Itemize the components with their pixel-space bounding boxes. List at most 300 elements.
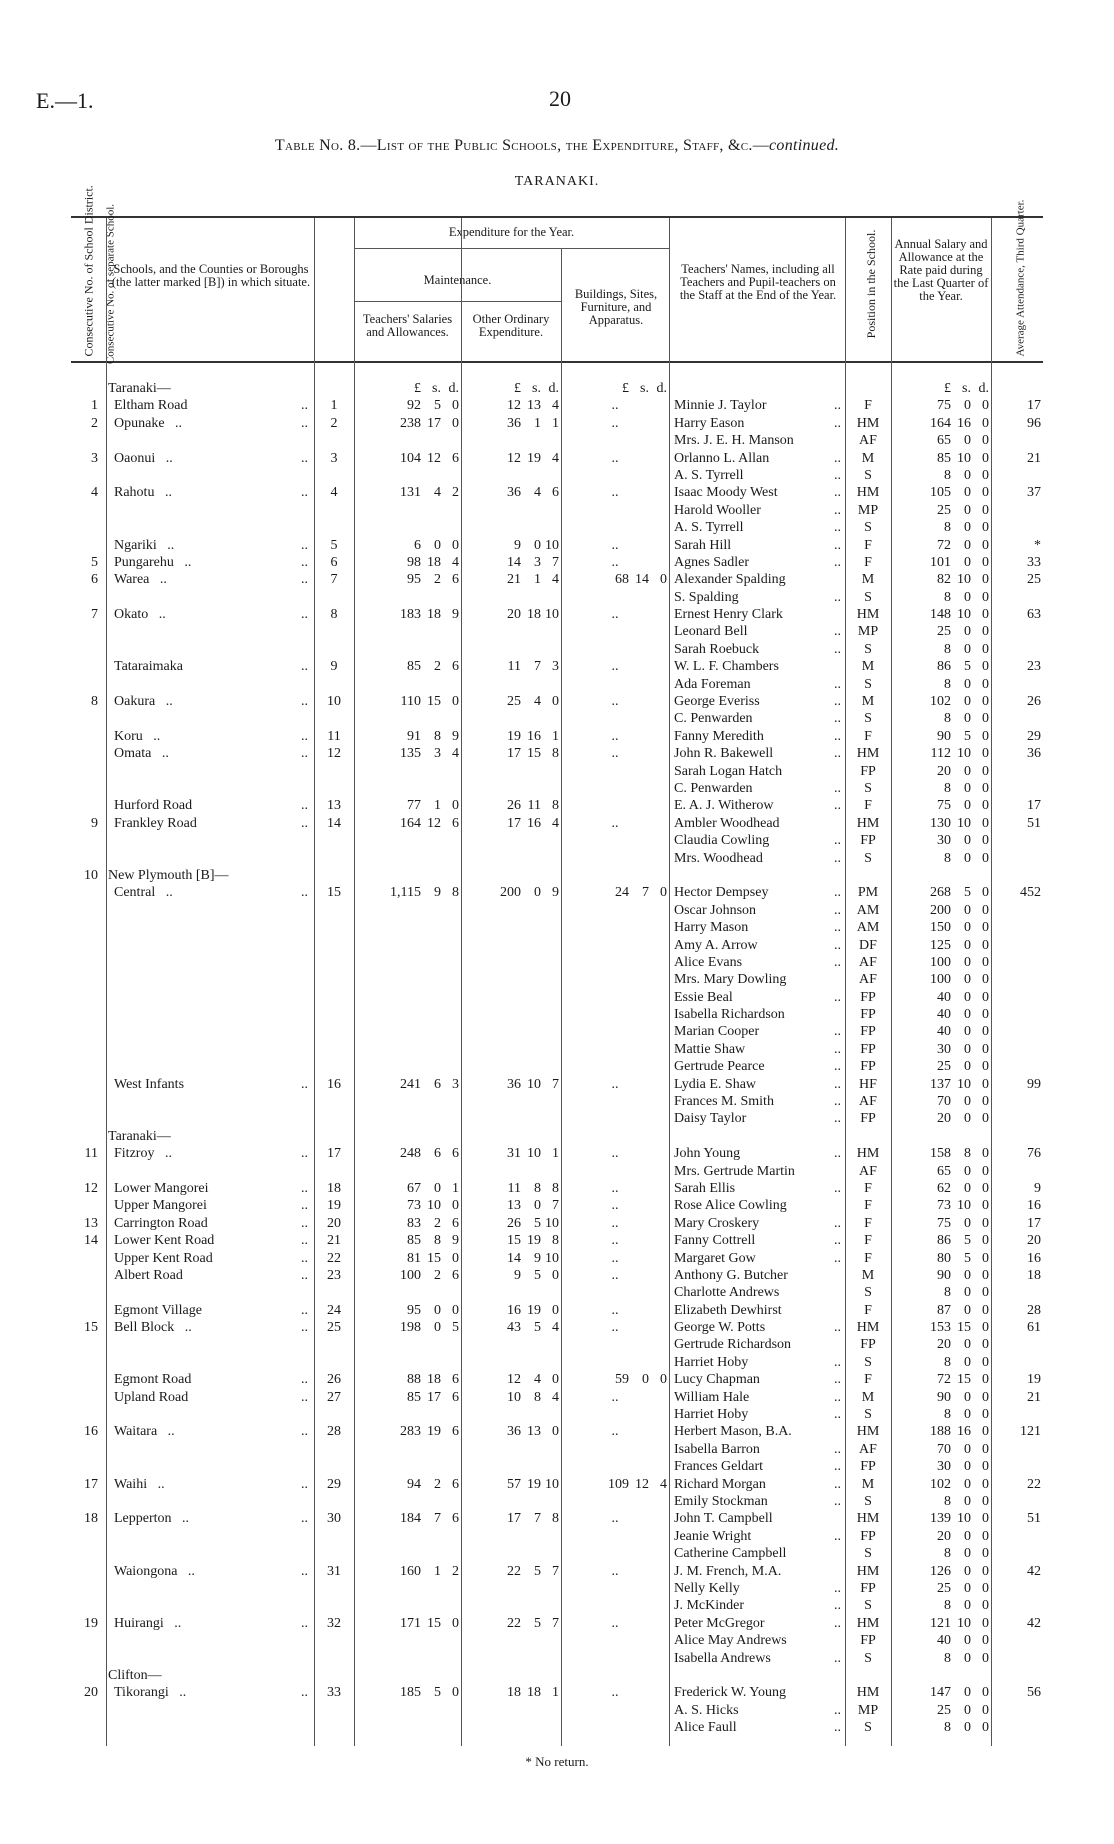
buildings [561, 1719, 669, 1736]
position: HM [856, 607, 880, 623]
other-expenditure [461, 1250, 561, 1267]
annual-salary-shillings: 0 [964, 502, 971, 518]
school-name [106, 1389, 314, 1406]
attendance: 42 [1027, 1615, 1041, 1631]
annual-salary [891, 1302, 991, 1319]
salaries-pounds: 241 [400, 1076, 421, 1092]
dots: .. [611, 746, 619, 762]
salaries [354, 902, 461, 919]
school-name [106, 1510, 314, 1527]
school-no [314, 1580, 354, 1597]
district-no [71, 1528, 106, 1545]
salaries-pence: 4 [452, 554, 459, 570]
teacher-name [669, 467, 845, 484]
district-no [71, 763, 106, 780]
annual-salary-shillings: 0 [964, 780, 971, 796]
annual-salary [891, 1371, 991, 1388]
school-label: Oaonui .. [114, 450, 173, 466]
salaries-shillings: 15 [427, 1615, 441, 1631]
salaries-pence: 9 [452, 728, 459, 744]
annual-salary-pounds: 72 [937, 1372, 951, 1388]
annual-salary-pence: 0 [982, 624, 989, 640]
buildings-pence: 4 [660, 1476, 667, 1492]
buildings [561, 1250, 669, 1267]
position: HM [856, 485, 880, 501]
teacher-name [669, 1406, 845, 1423]
annual-salary-shillings: 10 [957, 572, 971, 588]
dots: .. [301, 1615, 308, 1631]
dots: .. [301, 1180, 308, 1196]
salaries [354, 919, 461, 936]
dots: .. [834, 1233, 841, 1249]
position: AF [859, 1094, 877, 1110]
annual-salary-shillings: 0 [964, 989, 971, 1005]
salaries [354, 1493, 461, 1510]
salaries-shillings: 18 [427, 607, 441, 623]
salaries [354, 1545, 461, 1562]
school-label: Oakura .. [114, 694, 173, 710]
buildings [561, 1128, 669, 1145]
header-position: Position in the School. [864, 229, 878, 339]
position: AM [856, 920, 880, 936]
table-row [71, 554, 1043, 571]
annual-salary [891, 728, 991, 745]
buildings [561, 589, 669, 606]
header-maintenance: Maintenance. [423, 273, 492, 287]
salaries [354, 641, 461, 658]
district-no [71, 1197, 106, 1214]
annual-salary-pence: 0 [982, 711, 989, 727]
other-expenditure-pence: 8 [552, 746, 559, 762]
annual-salary-pounds: 73 [937, 1198, 951, 1214]
annual-salary [891, 1615, 991, 1632]
annual-salary [891, 1041, 991, 1058]
buildings [561, 658, 669, 675]
buildings [561, 850, 669, 867]
annual-salary-shillings: 0 [964, 1702, 971, 1718]
school-name [106, 676, 314, 693]
school-name [106, 1615, 314, 1632]
annual-salary [891, 1336, 991, 1353]
teacher-label: Agnes Sadler [674, 554, 750, 570]
annual-salary-pounds: 25 [937, 502, 951, 518]
school-no: 17 [327, 1146, 341, 1162]
other-expenditure-shillings: 8 [534, 1180, 541, 1196]
salaries-pounds: 95 [407, 1302, 421, 1318]
other-expenditure-shillings: 9 [534, 1250, 541, 1266]
salaries-pence: 2 [452, 485, 459, 501]
salaries [354, 832, 461, 849]
annual-salary [891, 1563, 991, 1580]
annual-salary-pence: 0 [982, 1111, 989, 1127]
other-expenditure-shillings: 19 [527, 1302, 541, 1318]
annual-salary-shillings: 0 [964, 1007, 971, 1023]
other-expenditure [461, 554, 561, 571]
district-no [71, 1389, 106, 1406]
teacher-name [669, 1006, 845, 1023]
dots: .. [834, 1598, 841, 1614]
school-name [106, 1528, 314, 1545]
teacher-name [669, 954, 845, 971]
school-label: Pungarehu .. [114, 554, 192, 570]
position: S [864, 850, 872, 866]
other-expenditure [461, 1632, 561, 1649]
attendance: 17 [1027, 798, 1041, 814]
attendance [991, 1023, 1043, 1040]
other-expenditure [461, 1371, 561, 1388]
buildings [561, 1441, 669, 1458]
teacher-label: Alexander Spalding [674, 572, 786, 588]
table-row [71, 1215, 1043, 1232]
dots: .. [301, 1372, 308, 1388]
teacher-name [669, 589, 845, 606]
annual-salary-shillings: 0 [964, 589, 971, 605]
other-expenditure [461, 467, 561, 484]
salaries-shillings: 17 [427, 415, 441, 431]
annual-salary-shillings: 0 [964, 1024, 971, 1040]
salaries-pence: 6 [452, 659, 459, 675]
dots: .. [301, 607, 308, 623]
district-no [71, 1041, 106, 1058]
district-no [71, 1702, 106, 1719]
district-no [71, 641, 106, 658]
other-expenditure-shillings: 11 [527, 798, 541, 814]
teacher-label: Isaac Moody West [674, 485, 778, 501]
table-row [71, 450, 1043, 467]
dots: .. [301, 1076, 308, 1092]
school-no: 21 [327, 1233, 341, 1249]
annual-salary-pence: 0 [982, 1615, 989, 1631]
other-expenditure-pounds: 12 [507, 450, 521, 466]
other-expenditure-pounds: 17 [507, 746, 521, 762]
position [845, 1667, 891, 1684]
salaries-pounds: 160 [400, 1563, 421, 1579]
school-label: Lower Kent Road [114, 1233, 215, 1249]
school-name [106, 1371, 314, 1388]
annual-salary-shillings: 0 [964, 1685, 971, 1701]
table-row [71, 1145, 1043, 1162]
annual-salary-pounds: 8 [944, 1354, 951, 1370]
dots: .. [611, 1250, 619, 1266]
school-name [106, 1476, 314, 1493]
teacher-name [669, 623, 845, 640]
other-expenditure-pounds: 25 [507, 694, 521, 710]
dots: .. [301, 1685, 308, 1701]
annual-salary-shillings: 0 [964, 1111, 971, 1127]
school-name [106, 1232, 314, 1249]
other-expenditure [461, 1423, 561, 1440]
table-row [71, 606, 1043, 623]
buildings [561, 884, 669, 901]
table-row [71, 1232, 1043, 1249]
teacher-name [669, 710, 845, 727]
table-row [71, 1528, 1043, 1545]
salaries [354, 415, 461, 432]
annual-salary-shillings: 0 [964, 433, 971, 449]
teacher-label: Harry Mason [674, 920, 749, 936]
dots: .. [834, 467, 841, 483]
dots: .. [611, 1424, 619, 1440]
attendance: 36 [1027, 746, 1041, 762]
district-no: 12 [84, 1180, 98, 1196]
school-name [106, 1684, 314, 1701]
attendance [991, 1041, 1043, 1058]
teacher-name [669, 763, 845, 780]
other-expenditure-shillings: 13 [527, 398, 541, 414]
teacher-name [669, 1684, 845, 1701]
other-expenditure-pounds: 11 [507, 1180, 521, 1196]
salaries-shillings: 7 [434, 1511, 441, 1527]
annual-salary-pounds: 8 [944, 1546, 951, 1562]
district-no: 18 [84, 1511, 98, 1527]
position: S [864, 1720, 872, 1736]
annual-salary [891, 1510, 991, 1527]
salaries-pounds: 6 [414, 537, 421, 553]
salaries [354, 797, 461, 814]
other-expenditure-pence: 9 [552, 885, 559, 901]
annual-salary-pounds: 20 [937, 1337, 951, 1353]
other-expenditure [461, 1076, 561, 1093]
teacher-name [669, 1597, 845, 1614]
teacher-label: Ada Foreman [674, 676, 751, 692]
annual-salary-shillings: 0 [964, 1476, 971, 1492]
school-name [106, 1145, 314, 1162]
dots: .. [834, 1528, 841, 1544]
salaries-shillings: 17 [427, 1389, 441, 1405]
teacher-name [669, 850, 845, 867]
annual-salary-pence: 0 [982, 989, 989, 1005]
other-expenditure-shillings: 5 [534, 1320, 541, 1336]
attendance [991, 1650, 1043, 1667]
annual-salary-pence: 0 [982, 1424, 989, 1440]
teacher-label: C. Penwarden [674, 711, 753, 727]
county-heading: Taranaki— [108, 381, 171, 396]
salaries-pounds: 185 [400, 1685, 421, 1701]
dots: .. [611, 485, 619, 501]
salaries [354, 1319, 461, 1336]
salaries [354, 1163, 461, 1180]
annual-salary-pence: 0 [982, 1511, 989, 1527]
annual-salary [891, 658, 991, 675]
school-no [314, 1493, 354, 1510]
teacher-label: Frances M. Smith [674, 1094, 774, 1110]
attendance [991, 867, 1043, 884]
other-expenditure [461, 606, 561, 623]
attendance [991, 432, 1043, 449]
district-no [71, 937, 106, 954]
dots: .. [834, 1094, 841, 1110]
annual-salary-pence: 0 [982, 1094, 989, 1110]
dots: .. [611, 1233, 619, 1249]
school-label: Okato .. [114, 607, 166, 623]
school-name [106, 919, 314, 936]
school-name [106, 1128, 314, 1145]
attendance: 17 [1027, 398, 1041, 414]
buildings [561, 1563, 669, 1580]
school-no [314, 1093, 354, 1110]
teacher-label: Lydia E. Shaw [674, 1076, 757, 1092]
dots: .. [611, 415, 619, 431]
district-no: 10 [84, 867, 98, 883]
teacher-label: Mrs. J. E. H. Manson [674, 433, 794, 449]
annual-salary [891, 902, 991, 919]
annual-salary-pence: 0 [982, 1320, 989, 1336]
position: MP [857, 624, 879, 640]
other-expenditure [461, 1232, 561, 1249]
annual-salary-pounds: 112 [930, 746, 951, 762]
table-row [71, 1023, 1043, 1040]
salaries [354, 1423, 461, 1440]
annual-salary-pounds: 8 [944, 1650, 951, 1666]
annual-salary [891, 1284, 991, 1301]
other-expenditure [461, 1336, 561, 1353]
dots: .. [834, 920, 841, 936]
other-expenditure-pounds: 31 [507, 1146, 521, 1162]
salaries-pounds: 238 [400, 415, 421, 431]
dots: .. [834, 833, 841, 849]
teacher-name [669, 397, 845, 414]
buildings [561, 1336, 669, 1353]
table-row [71, 1128, 1043, 1145]
school-name [106, 1006, 314, 1023]
school-label: Eltham Road [114, 398, 188, 414]
other-expenditure-shillings: 10 [527, 1146, 541, 1162]
school-name [106, 763, 314, 780]
district-no [71, 1093, 106, 1110]
dots: .. [834, 1059, 841, 1075]
other-expenditure [461, 850, 561, 867]
other-expenditure [461, 1163, 561, 1180]
buildings [561, 1580, 669, 1597]
attendance: 76 [1027, 1146, 1041, 1162]
teacher-label: Hector Dempsey [674, 885, 769, 901]
buildings [561, 780, 669, 797]
annual-salary-pence: 0 [982, 450, 989, 466]
dots: .. [834, 885, 841, 901]
position: MP [857, 1702, 879, 1718]
teacher-label: Essie Beal [674, 989, 733, 1005]
district-no [71, 658, 106, 675]
teacher-label: Oscar Johnson [674, 902, 757, 918]
position: F [864, 398, 872, 414]
annual-salary-pence: 0 [982, 1580, 989, 1596]
salaries [354, 467, 461, 484]
teacher-name [669, 1197, 845, 1214]
position: AF [859, 972, 877, 988]
dots: .. [611, 1146, 619, 1162]
school-label: Rahotu .. [114, 485, 172, 501]
annual-salary-shillings: 0 [964, 902, 971, 918]
other-expenditure-pounds: £ [514, 381, 521, 396]
table-row [71, 1406, 1043, 1423]
annual-salary-pence: 0 [982, 467, 989, 483]
position: F [864, 537, 872, 553]
other-expenditure [461, 1719, 561, 1736]
table-row [71, 1423, 1043, 1440]
annual-salary-shillings: 0 [964, 537, 971, 553]
teacher-label: Mrs. Gertrude Martin [674, 1163, 795, 1179]
teacher-name [669, 658, 845, 675]
school-name [106, 432, 314, 449]
other-expenditure [461, 728, 561, 745]
attendance: 33 [1027, 554, 1041, 570]
school-name [106, 1110, 314, 1127]
school-name [106, 415, 314, 432]
salaries-pence: 0 [452, 1615, 459, 1631]
other-expenditure [461, 763, 561, 780]
district-no [71, 850, 106, 867]
annual-salary-pounds: 20 [937, 1528, 951, 1544]
salaries-shillings: s. [432, 381, 441, 396]
teacher-name [669, 432, 845, 449]
other-expenditure [461, 1476, 561, 1493]
annual-salary-shillings: 0 [964, 554, 971, 570]
other-expenditure-shillings: 0 [534, 885, 541, 901]
buildings [561, 937, 669, 954]
teacher-label: Leonard Bell [674, 624, 748, 640]
other-expenditure [461, 1650, 561, 1667]
other-expenditure [461, 1267, 561, 1284]
salaries [354, 745, 461, 762]
other-expenditure-shillings: 7 [534, 1511, 541, 1527]
other-expenditure [461, 937, 561, 954]
position: FP [860, 763, 876, 779]
teacher-label: Gertrude Pearce [674, 1059, 765, 1075]
report-reference: E.—1. [36, 88, 94, 113]
school-no [314, 502, 354, 519]
table-row [71, 623, 1043, 640]
position: S [864, 1354, 872, 1370]
teacher-label: George Everiss [674, 694, 760, 710]
annual-salary-pence: 0 [982, 815, 989, 831]
attendance [991, 954, 1043, 971]
attendance [991, 502, 1043, 519]
dots: .. [611, 1076, 619, 1092]
teacher-name [669, 693, 845, 710]
dots: .. [834, 1354, 841, 1370]
position: AF [859, 1441, 877, 1457]
other-expenditure [461, 519, 561, 536]
annual-salary-shillings: 15 [957, 1320, 971, 1336]
attendance: 28 [1027, 1302, 1041, 1318]
district-no [71, 989, 106, 1006]
dots: .. [834, 1702, 841, 1718]
teacher-label: Sarah Ellis [674, 1180, 736, 1196]
school-no [314, 1128, 354, 1145]
dots: .. [834, 1441, 841, 1457]
position: S [864, 520, 872, 536]
attendance [991, 1458, 1043, 1475]
teacher-label: Rose Alice Cowling [674, 1198, 787, 1214]
annual-salary [891, 1023, 991, 1040]
teacher-label: J. McKinder [674, 1598, 744, 1614]
attendance [991, 1545, 1043, 1562]
table-row [71, 1702, 1043, 1719]
other-expenditure [461, 1667, 561, 1684]
attendance [991, 1441, 1043, 1458]
teacher-label: John R. Bakewell [674, 746, 774, 762]
table-row [71, 1058, 1043, 1075]
annual-salary [891, 1702, 991, 1719]
salaries [354, 1563, 461, 1580]
dots: .. [301, 1511, 308, 1527]
table-row [71, 780, 1043, 797]
district-no: 2 [91, 415, 98, 431]
salaries-pence: 0 [452, 415, 459, 431]
other-expenditure [461, 867, 561, 884]
school-no: 25 [327, 1320, 341, 1336]
teacher-label: Isabella Richardson [674, 1007, 785, 1023]
